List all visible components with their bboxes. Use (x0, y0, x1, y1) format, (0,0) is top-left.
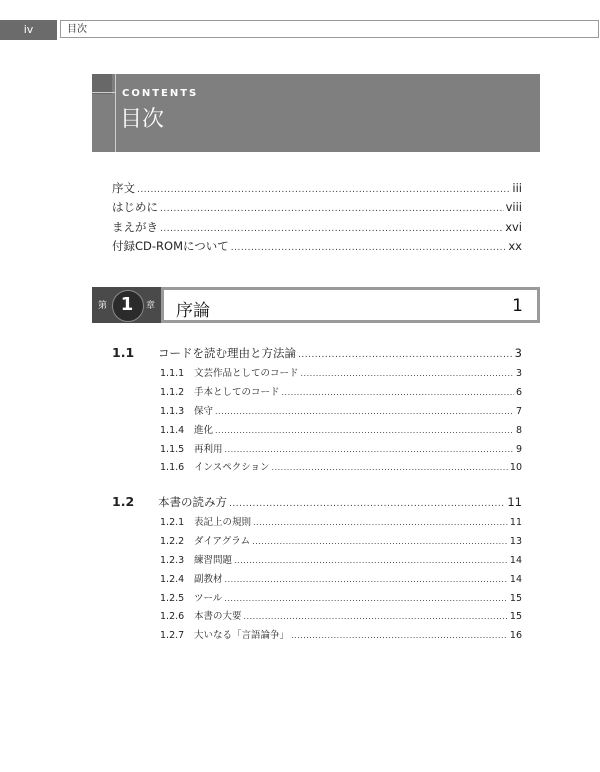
subsection-page: 15 (509, 592, 522, 604)
dot-leader (137, 185, 510, 195)
section-1-2 (112, 494, 522, 646)
dot-leader (225, 445, 514, 454)
section-entry[interactable] (112, 345, 522, 365)
dot-leader (301, 369, 514, 378)
subsection-page: 3 (515, 368, 522, 379)
subsection-page: 11 (509, 517, 522, 528)
toc-entry-page: iii (512, 181, 522, 195)
chapter-badge (92, 287, 161, 323)
section-number: 1.2 (112, 494, 135, 509)
subsection-entry[interactable] (112, 590, 522, 609)
subsection-number: 1.1.5 (160, 443, 185, 455)
subsection-entry[interactable] (112, 384, 522, 403)
section-title: 本書の読み方 (158, 495, 227, 509)
chapter-page: 1 (512, 296, 523, 316)
subsection-title: 表記上の規則 (194, 517, 252, 528)
subsection-title: ツール (194, 592, 223, 604)
dot-leader (215, 407, 514, 416)
dot-leader (225, 575, 508, 584)
subsection-number: 1.2.5 (160, 592, 185, 604)
subsection-entry[interactable] (112, 422, 522, 441)
section-title: コードを読む理由と方法論 (158, 346, 296, 360)
toc-entry-title: はじめに (112, 200, 158, 215)
toc-entry-page: viii (505, 200, 522, 215)
toc-entry[interactable] (112, 219, 522, 238)
subsection-title: 大いなる「言語論争」 (194, 630, 290, 642)
subsection-page: 7 (515, 405, 522, 417)
subsection-page: 8 (515, 424, 522, 436)
dot-leader (160, 224, 503, 234)
subsection-number: 1.1.6 (160, 462, 185, 474)
dot-leader (234, 556, 508, 565)
section-number: 1.1 (112, 345, 135, 360)
subsection-entry[interactable] (112, 514, 522, 533)
dot-leader (253, 518, 508, 527)
subsection-page: 16 (509, 630, 522, 642)
toc-entry-page: xvi (505, 219, 522, 234)
subsection-entry[interactable] (112, 608, 522, 627)
subsection-number: 1.1.1 (160, 368, 185, 379)
chapter-heading[interactable] (92, 287, 540, 323)
toc-entry[interactable] (112, 199, 522, 218)
subsection-entry[interactable] (112, 441, 522, 460)
subsection-number: 1.2.1 (160, 517, 185, 528)
subsection-title: 副教材 (194, 573, 223, 585)
subsection-number: 1.1.3 (160, 405, 185, 417)
toc-entry-title: 付録CD-ROMについて (112, 238, 229, 253)
section-1-1 (112, 345, 522, 478)
subsection-page: 15 (509, 611, 522, 623)
subsection-page: 10 (509, 462, 522, 474)
subsection-entry[interactable] (112, 627, 522, 646)
banner-title: 目次 (120, 107, 165, 132)
banner-rule-horizontal (92, 92, 116, 93)
toc-entry-title: 序文 (112, 181, 135, 195)
dot-leader (160, 204, 504, 214)
subsection-title: 保守 (194, 405, 214, 417)
subsection-number: 1.2.7 (160, 630, 185, 642)
chapter-number: 1 (120, 294, 134, 315)
chapter-title-box (161, 287, 540, 323)
subsection-entry[interactable] (112, 459, 522, 478)
dot-leader (298, 350, 513, 360)
subsection-title: 練習問題 (194, 554, 233, 566)
subsection-page: 14 (509, 554, 522, 566)
dot-leader (272, 463, 508, 472)
subsection-number: 1.2.4 (160, 573, 185, 585)
dot-leader (224, 594, 508, 603)
subsection-title: 本書の大要 (194, 611, 242, 623)
subsection-title: 手本としてのコード (194, 386, 280, 398)
subsection-page: 9 (515, 443, 522, 455)
section-page: 11 (507, 495, 522, 509)
chapter-prefix: 第 (98, 301, 108, 311)
banner-kicker: CONTENTS (122, 88, 199, 99)
subsection-title: 再利用 (194, 443, 223, 455)
subsection-page: 6 (515, 386, 522, 398)
section-entry[interactable] (112, 494, 522, 514)
dot-leader (229, 499, 505, 509)
subsection-page: 13 (509, 535, 522, 547)
chapter-suffix: 章 (146, 301, 156, 311)
toc-entry[interactable] (112, 238, 522, 257)
subsection-title: インスペクション (194, 462, 270, 474)
dot-leader (244, 612, 508, 621)
subsection-title: 文芸作品としてのコード (194, 368, 299, 379)
subsection-title: ダイアグラム (194, 535, 251, 547)
subsection-entry[interactable] (112, 552, 522, 571)
dot-leader (282, 388, 514, 397)
subsection-title: 進化 (194, 424, 214, 436)
toc-entry-title: まえがき (112, 219, 158, 234)
header-title: 目次 (60, 20, 599, 38)
toc-entry-page: xx (508, 238, 522, 253)
chapter-title: 序論 (176, 301, 210, 321)
subsection-number: 1.1.2 (160, 386, 185, 398)
banner-rule-vertical (115, 74, 116, 152)
running-header (0, 20, 600, 40)
subsection-entry[interactable] (112, 365, 522, 384)
dot-leader (291, 631, 508, 640)
subsection-number: 1.2.3 (160, 554, 185, 566)
dot-leader (252, 537, 508, 546)
front-matter-list (112, 180, 522, 257)
subsection-number: 1.2.6 (160, 611, 185, 623)
subsection-entry[interactable] (112, 571, 522, 590)
dot-leader (231, 243, 507, 253)
dot-leader (215, 426, 514, 435)
toc-entry[interactable] (112, 180, 522, 199)
header-page-number: iv (0, 20, 57, 40)
banner-decoration (92, 74, 112, 94)
section-page: 3 (514, 346, 522, 360)
subsection-number: 1.2.2 (160, 535, 185, 547)
subsection-entry[interactable] (112, 533, 522, 552)
subsection-entry[interactable] (112, 403, 522, 422)
subsection-number: 1.1.4 (160, 424, 185, 436)
subsection-page: 14 (509, 573, 522, 585)
